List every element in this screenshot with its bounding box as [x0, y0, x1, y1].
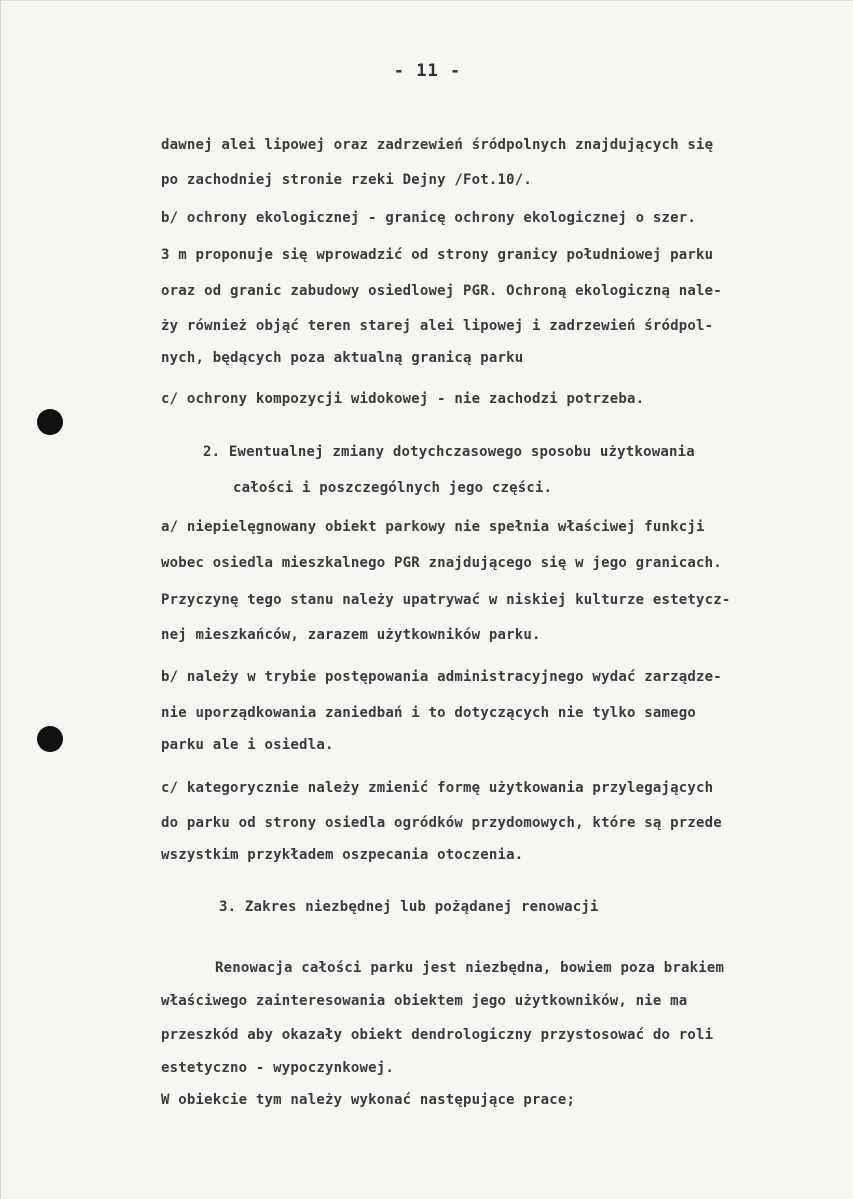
text-line: parku ale i osiedla.: [161, 737, 334, 753]
text-line: po zachodniej stronie rzeki Dejny /Fot.10/.: [161, 172, 533, 188]
text-line: b/ należy w trybie postępowania administracyjnego wydać zarządze-: [161, 669, 722, 685]
section-heading: całości i poszczególnych jego części.: [233, 480, 553, 496]
text-line: ży również objąć teren starej alei lipowej i zadrzewień śródpol-: [161, 318, 714, 334]
text-line: oraz od granic zabudowy osiedlowej PGR. Ochroną ekologiczną nale-: [161, 283, 722, 299]
punch-hole-top: [37, 409, 63, 435]
text-line: Przyczynę tego stanu należy upatrywać w niskiej kulturze estetycz-: [161, 592, 731, 608]
section-heading: 3. Zakres niezbędnej lub pożądanej renowacji: [219, 899, 599, 915]
punch-hole-bottom: [37, 726, 63, 752]
section-heading: 2. Ewentualnej zmiany dotychczasowego sposobu użytkowania: [203, 444, 695, 460]
text-line: dawnej alei lipowej oraz zadrzewień śródpolnych znajdujących się: [161, 137, 714, 153]
text-line: c/ ochrony kompozycji widokowej - nie zachodzi potrzeba.: [161, 391, 645, 407]
text-line: estetyczno - wypoczynkowej.: [161, 1060, 394, 1076]
text-line: wszystkim przykładem oszpecania otoczenia.: [161, 847, 524, 863]
text-line: do parku od strony osiedla ogródków przydomowych, które są przede: [161, 815, 722, 831]
text-line: 3 m proponuje się wprowadzić od strony granicy południowej parku: [161, 247, 714, 263]
text-line: nie uporządkowania zaniedbań i to dotyczących nie tylko samego: [161, 705, 696, 721]
text-line: właściwego zainteresowania obiektem jego użytkowników, nie ma: [161, 993, 688, 1009]
text-line: Renowacja całości parku jest niezbędna, bowiem poza brakiem: [215, 960, 725, 976]
text-line: nej mieszkańców, zarazem użytkowników parku.: [161, 627, 541, 643]
text-line: b/ ochrony ekologicznej - granicę ochrony ekologicznej o szer.: [161, 210, 696, 226]
text-line: W obiekcie tym należy wykonać następujące prace;: [161, 1092, 576, 1108]
page-number: - 11 -: [393, 61, 462, 81]
text-line: c/ kategorycznie należy zmienić formę użytkowania przylegających: [161, 780, 714, 796]
text-line: a/ niepielęgnowany obiekt parkowy nie spełnia właściwej funkcji: [161, 519, 705, 535]
text-line: nych, będących poza aktualną granicą parku: [161, 350, 524, 366]
text-line: wobec osiedla mieszkalnego PGR znajdującego się w jego granicach.: [161, 555, 722, 571]
text-line: przeszkód aby okazały obiekt dendrologiczny przystosować do roli: [161, 1027, 714, 1043]
